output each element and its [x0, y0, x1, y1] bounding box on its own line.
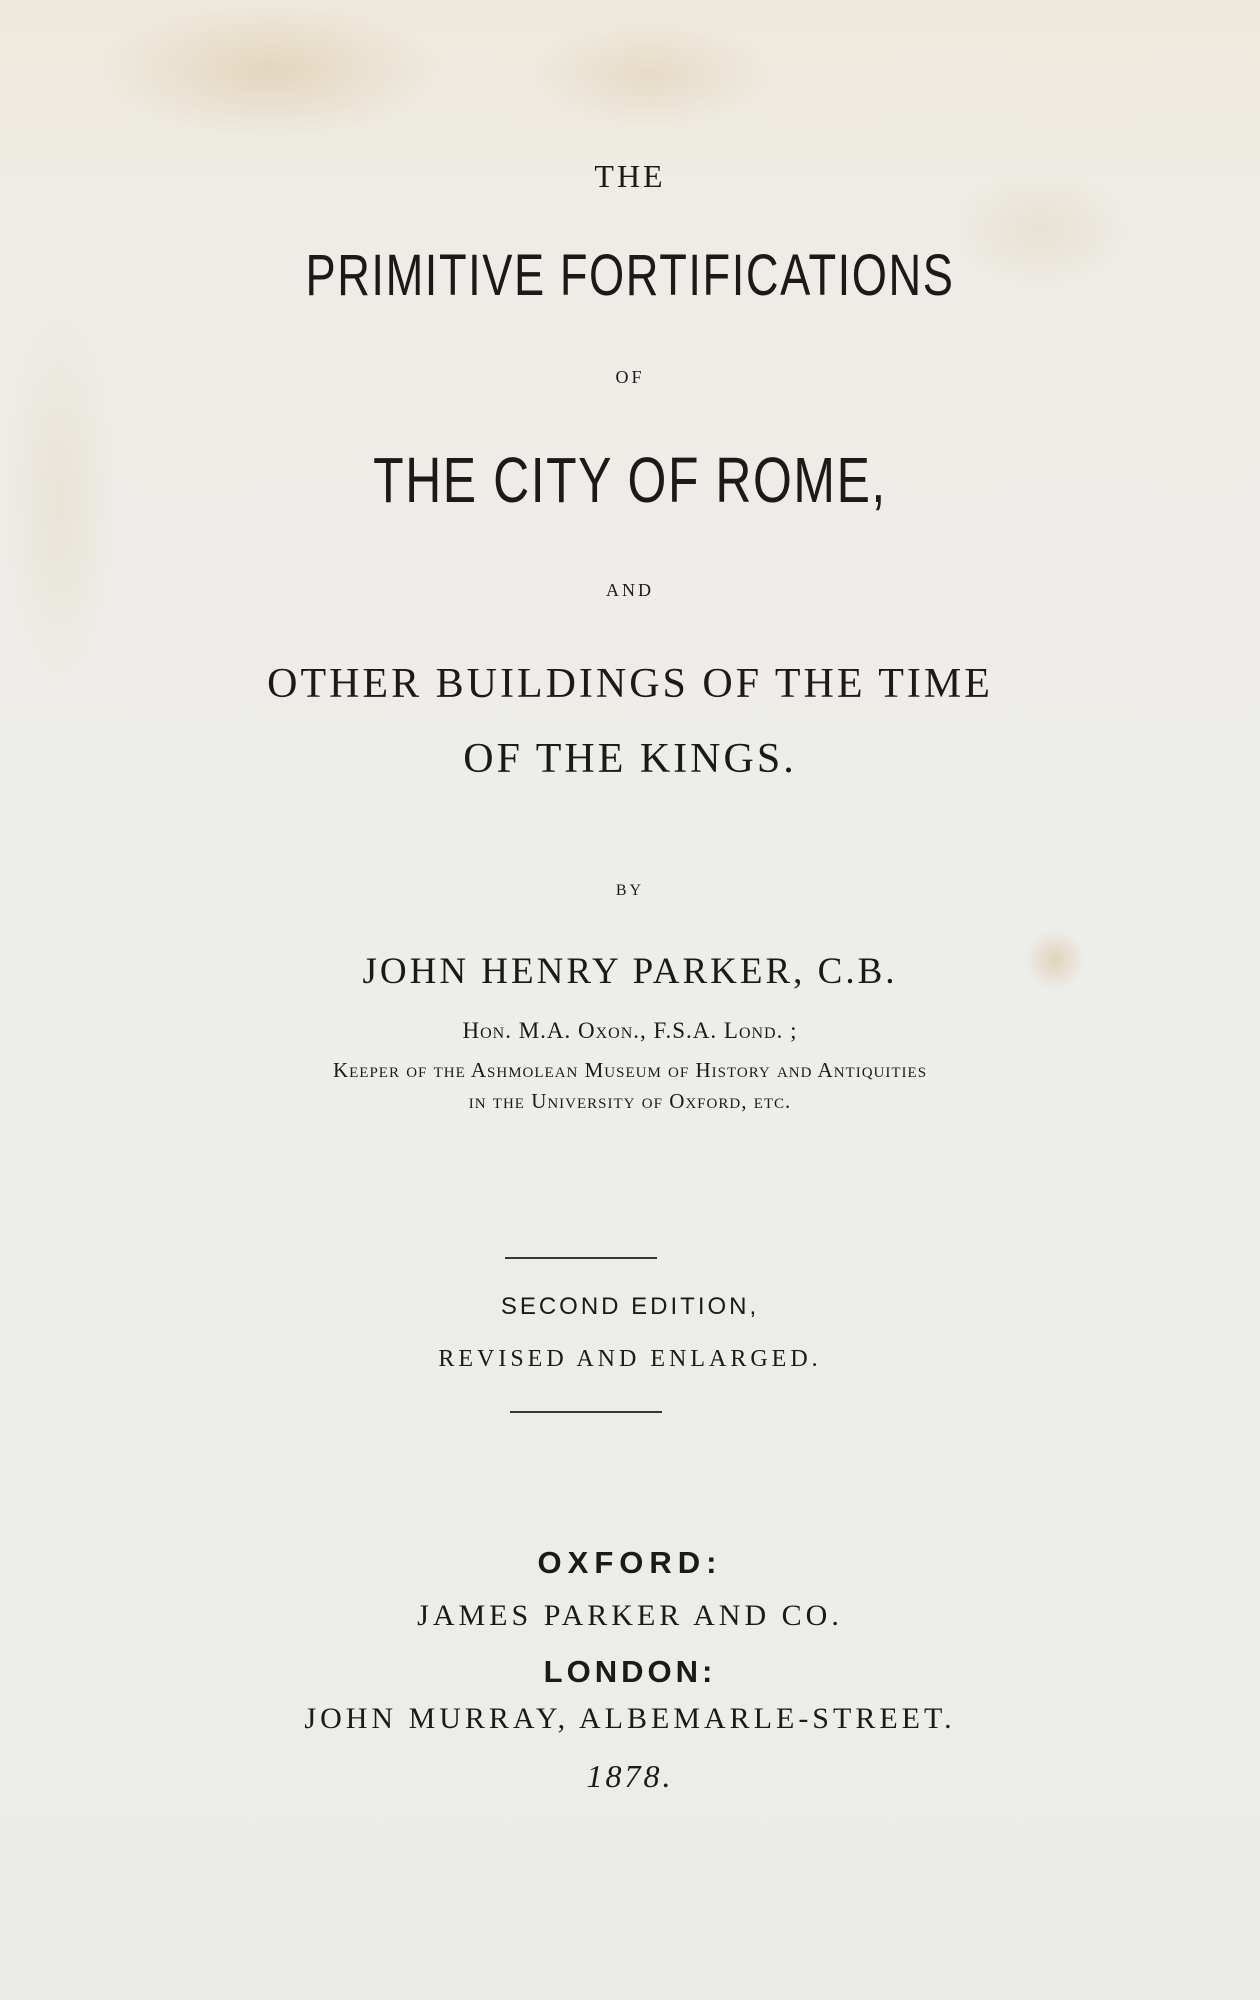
subtitle-line2: OF THE KINGS. [463, 736, 797, 782]
author-credentials-line3: in the University of Oxford, etc. [468, 1089, 792, 1113]
subtitle-line1: OTHER BUILDINGS OF THE TIME [267, 661, 993, 707]
title-the: THE [594, 158, 666, 194]
author-name: JOHN HENRY PARKER, C.B. [362, 951, 898, 992]
title-of: OF [615, 367, 645, 387]
imprint-publisher-murray: JOHN MURRAY, ALBEMARLE-STREET. [304, 1702, 956, 1735]
main-title-line2: THE CITY OF ROME, [373, 444, 887, 516]
author-credentials-line2: Keeper of the Ashmolean Museum of History and Antiquities [332, 1058, 928, 1082]
main-title-line1: PRIMITIVE FORTIFICATIONS [305, 243, 955, 308]
author-credentials-line1: Hon. M.A. Oxon., F.S.A. Lond. ; [462, 1018, 798, 1043]
revision-label: REVISED AND ENLARGED. [438, 1346, 822, 1372]
imprint-city-oxford: OXFORD: [537, 1545, 723, 1580]
divider-rule-top [505, 1257, 657, 1259]
imprint-year: 1878. [586, 1758, 674, 1794]
divider-rule-bottom [510, 1411, 662, 1413]
byline-by: BY [615, 882, 645, 899]
imprint-publisher-parker: JAMES PARKER AND CO. [417, 1599, 843, 1632]
edition-label: SECOND EDITION, [500, 1293, 760, 1320]
imprint-city-london: LONDON: [543, 1654, 717, 1689]
title-and: AND [606, 580, 654, 600]
